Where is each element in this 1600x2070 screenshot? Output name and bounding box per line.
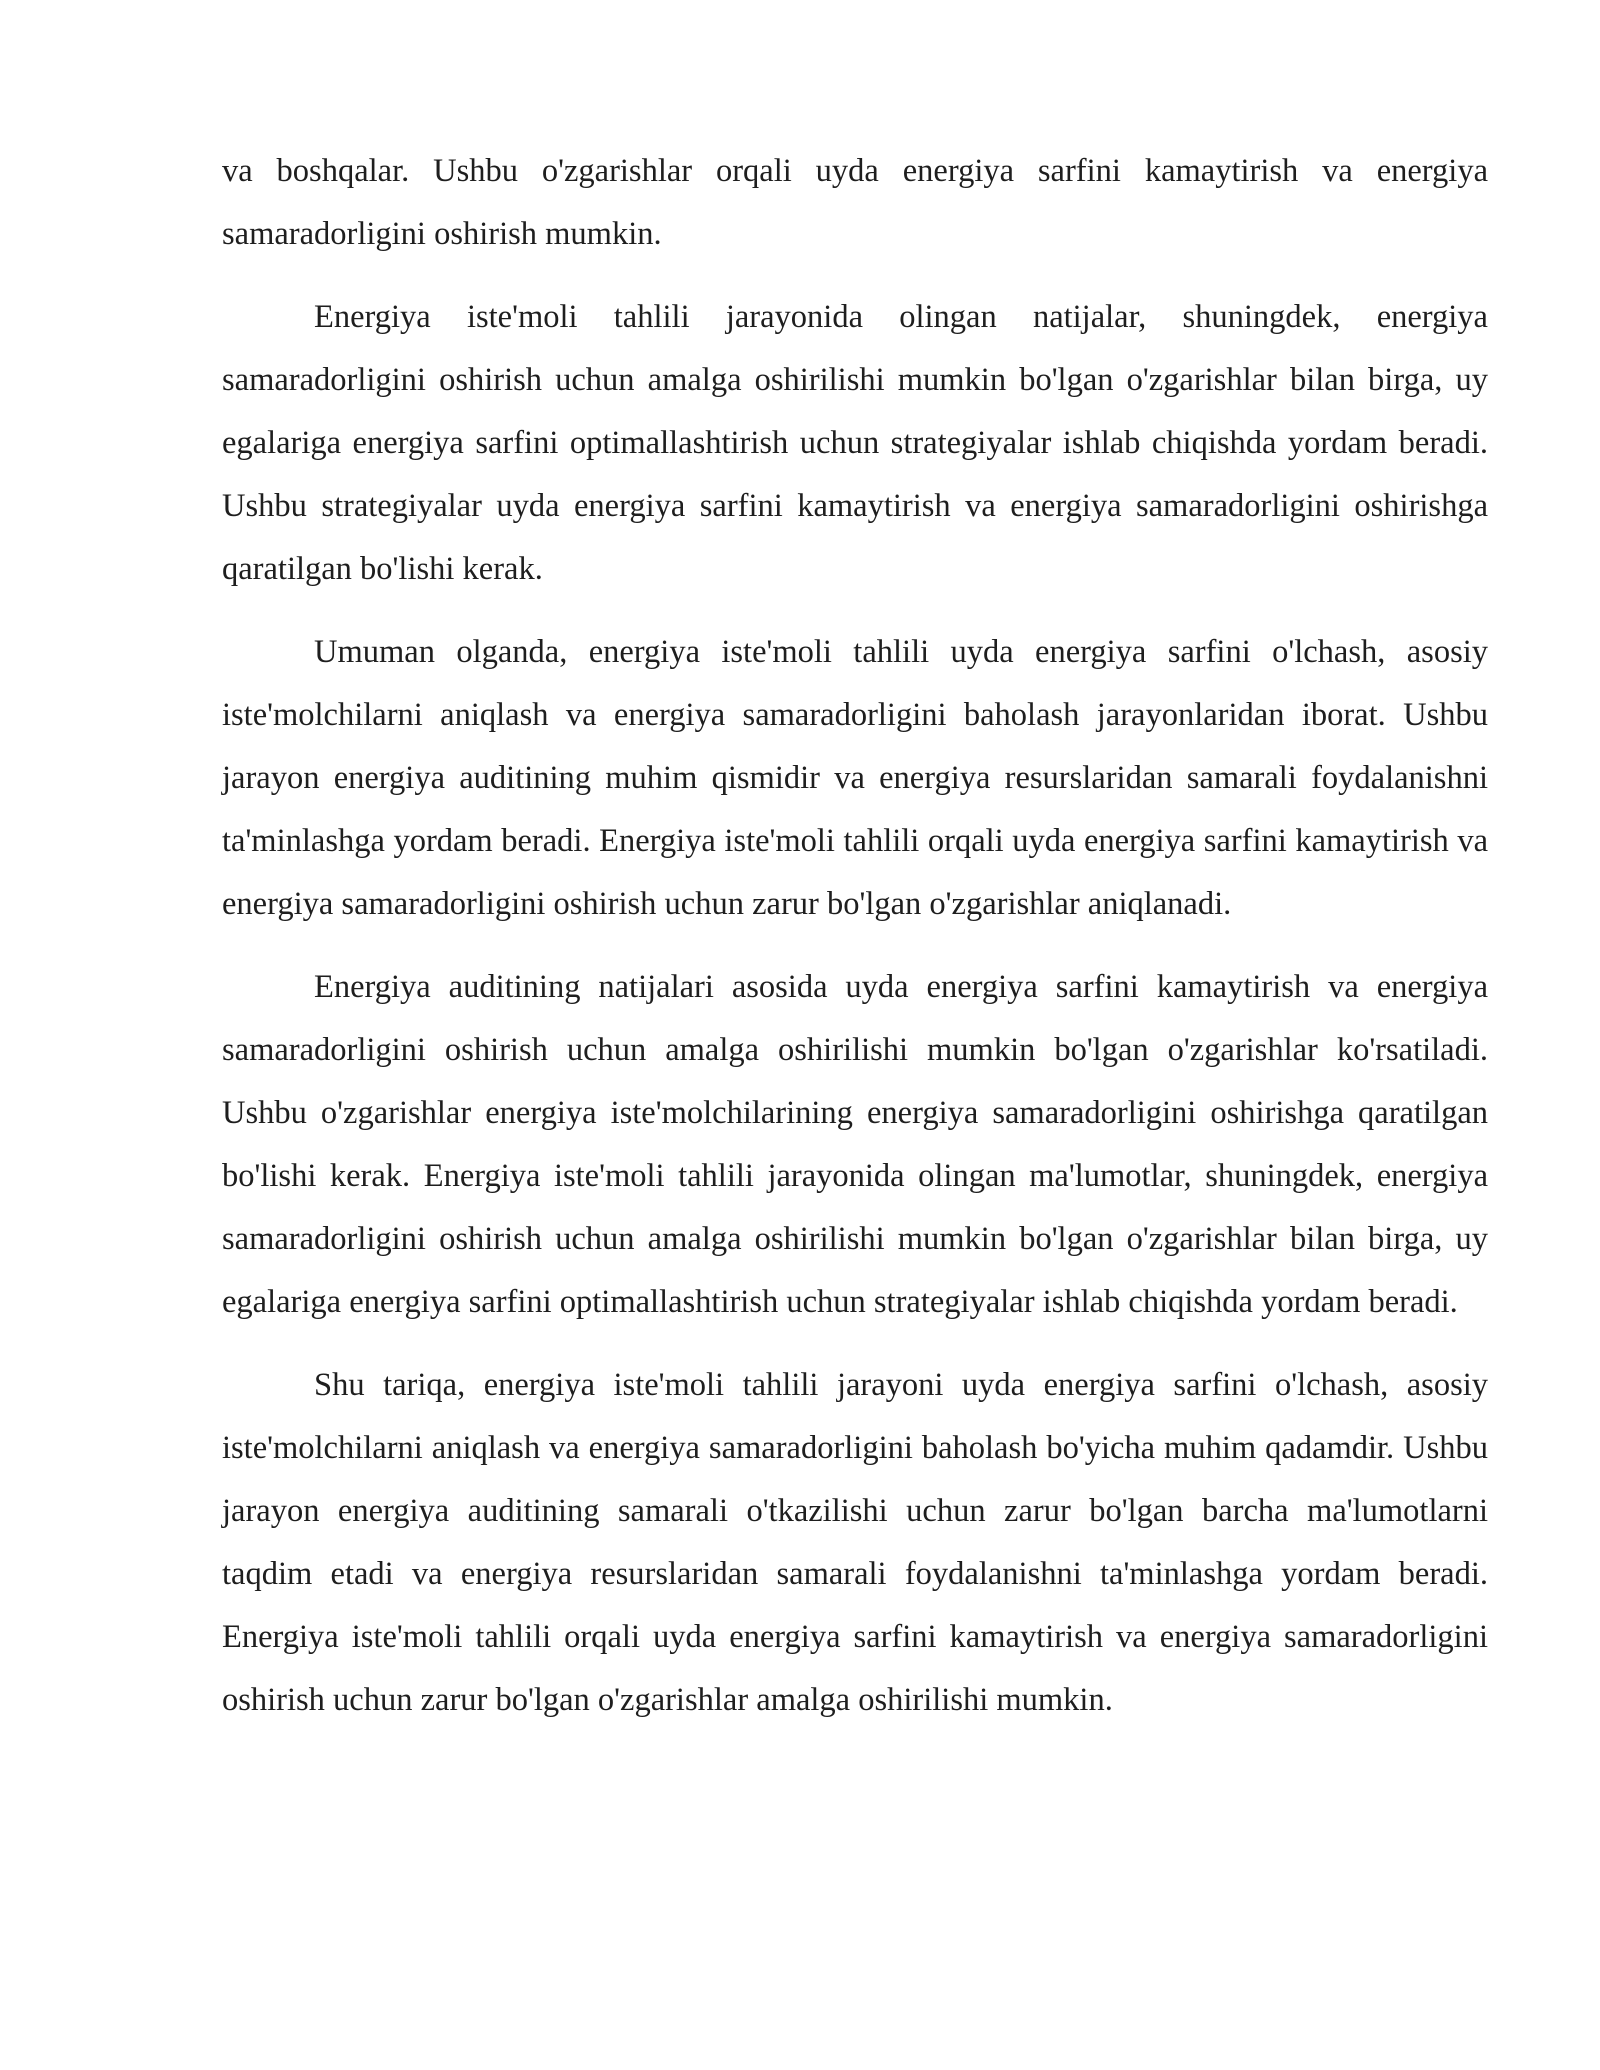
- document-body: [222, 140, 1488, 1752]
- paragraph-conclusion: Shu tariqa, energiya iste'moli tahlili jarayoni uyda energiya sarfini o'lchash, asosiy iste'molchilarni aniqlash va energiya samaradorligini baholash bo'yicha muhim qadamdir. Ushbu jarayon energiya auditining samarali o'tkazilishi uchun zarur bo'lgan barcha ma'lumotlarni taqdim etadi va energiya resurslaridan samarali foydalanishni ta'minlashga yordam beradi. Energiya iste'moli tahlili orqali uyda energiya sarfini kamaytirish va energiya samaradorligini oshirish uchun zarur bo'lgan o'zgarishlar amalga oshirilishi mumkin.: [222, 1367, 1488, 1718]
- paragraph-continuation: va boshqalar. Ushbu o'zgarishlar orqali uyda energiya sarfini kamaytirish va energiya samaradorligini oshirish mumkin.: [222, 153, 1488, 252]
- paragraph-audit-results: Energiya auditining natijalari asosida uyda energiya sarfini kamaytirish va energiya samaradorligini oshirish uchun amalga oshirilishi mumkin bo'lgan o'zgarishlar ko'rsatiladi. Ushbu o'zgarishlar energiya iste'molchilarining energiya samaradorligini oshirishga qaratilgan bo'lishi kerak. Energiya iste'moli tahlili jarayonida olingan ma'lumotlar, shuningdek, energiya samaradorligini oshirish uchun amalga oshirilishi mumkin bo'lgan o'zgarishlar bilan birga, uy egalariga energiya sarfini optimallashtirish uchun strategiyalar ishlab chiqishda yordam beradi.: [222, 969, 1488, 1320]
- paragraph-analysis-results: Energiya iste'moli tahlili jarayonida olingan natijalar, shuningdek, energiya samaradorligini oshirish uchun amalga oshirilishi mumkin bo'lgan o'zgarishlar bilan birga, uy egalariga energiya sarfini optimallashtirish uchun strategiyalar ishlab chiqishda yordam beradi. Ushbu strategiyalar uyda energiya sarfini kamaytirish va energiya samaradorligini oshirishga qaratilgan bo'lishi kerak.: [222, 299, 1488, 587]
- paragraph-general-summary: Umuman olganda, energiya iste'moli tahlili uyda energiya sarfini o'lchash, asosiy iste'molchilarni aniqlash va energiya samaradorligini baholash jarayonlaridan iborat. Ushbu jarayon energiya auditining muhim qismidir va energiya resurslaridan samarali foydalanishni ta'minlashga yordam beradi. Energiya iste'moli tahlili orqali uyda energiya sarfini kamaytirish va energiya samaradorligini oshirish uchun zarur bo'lgan o'zgarishlar aniqlanadi.: [222, 634, 1488, 922]
